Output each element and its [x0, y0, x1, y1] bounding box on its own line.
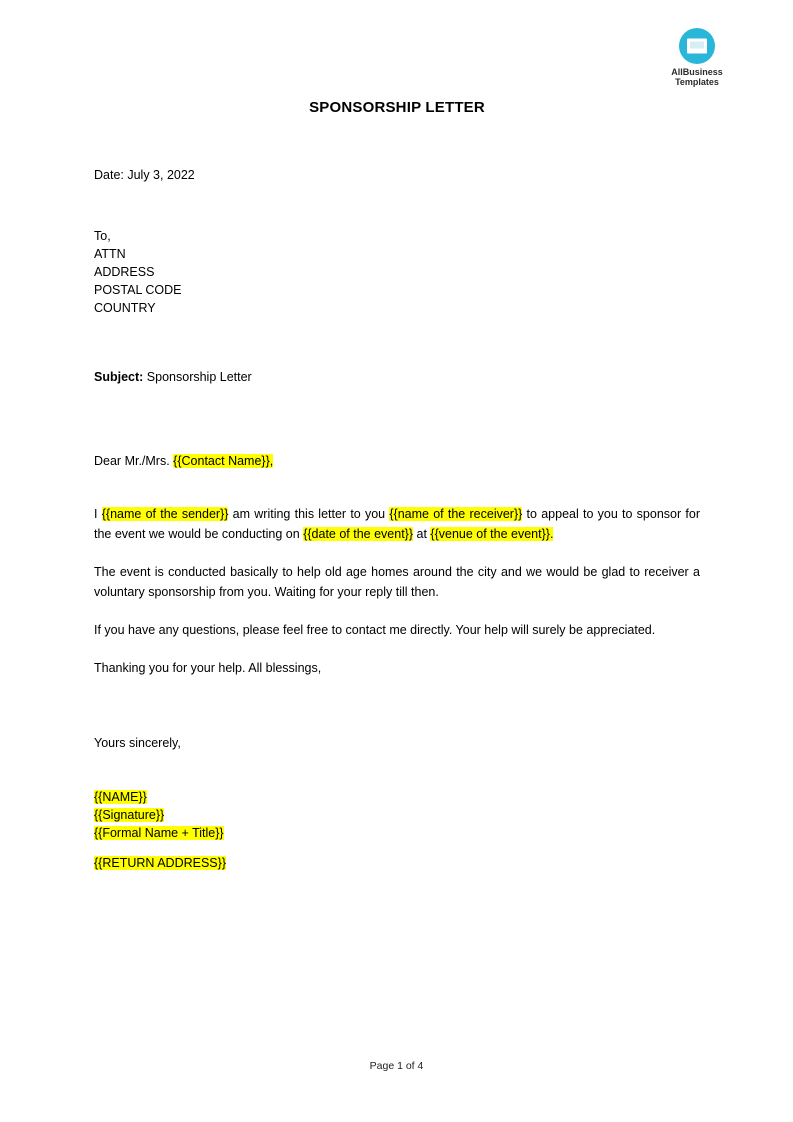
closing-line: Yours sincerely,	[94, 736, 181, 750]
signer-name-placeholder: {{NAME}}	[94, 790, 147, 804]
body-paragraph-1	[94, 504, 700, 544]
letter-body	[94, 0, 700, 872]
page-title: SPONSORSHIP LETTER	[309, 99, 485, 116]
logo-text-line1: AllBusiness	[671, 67, 723, 77]
logo-text-line2: Templates	[675, 77, 719, 87]
signature-spacer	[94, 842, 700, 854]
subject-label: Subject:	[94, 370, 144, 384]
event-date-placeholder: {{date of the event}}	[303, 527, 414, 541]
page-footer: Page 1 of 4	[369, 1060, 424, 1072]
subject-line	[94, 370, 700, 384]
formal-name-title-placeholder: {{Formal Name + Title}}	[94, 826, 224, 840]
p1-text-c: to appeal to you to sponsor for the event we would be conducting on	[94, 507, 700, 541]
recipient-address-block	[94, 227, 700, 317]
recipient-line-address: ADDRESS	[94, 265, 155, 279]
recipient-line-postal-code: POSTAL CODE	[94, 283, 182, 297]
signature-placeholder: {{Signature}}	[94, 808, 165, 822]
event-venue-placeholder: {{venue of the event}}.	[430, 527, 554, 541]
signature-block	[94, 788, 700, 872]
subject-value: Sponsorship Letter	[146, 370, 252, 384]
salutation-line	[94, 454, 700, 468]
date-line: Date: July 3, 2022	[94, 168, 195, 182]
contact-name-placeholder: {{Contact Name}},	[173, 454, 274, 468]
body-paragraph-3: If you have any questions, please feel free to contact me directly. Your help will surely be appreciated.	[94, 623, 656, 637]
body-paragraph-4: Thanking you for your help. All blessings,	[94, 661, 322, 675]
receiver-name-placeholder: {{name of the receiver}}	[389, 507, 523, 521]
sender-name-placeholder: {{name of the sender}}	[101, 507, 229, 521]
salutation-text: Dear Mr./Mrs.	[94, 454, 174, 468]
p1-text-a: I	[94, 507, 102, 521]
recipient-line-country: COUNTRY	[94, 301, 156, 315]
recipient-line-attn: ATTN	[94, 247, 126, 261]
body-paragraph-2: The event is conducted basically to help old age homes around the city and we would be glad to receiver a voluntary sponsorship from you. Waiting for your reply till then.	[94, 565, 700, 599]
return-address-placeholder: {{RETURN ADDRESS}}	[94, 856, 226, 870]
p1-text-d: at	[413, 527, 431, 541]
p1-text-b: am writing this letter to you	[228, 507, 390, 521]
recipient-line-to: To,	[94, 229, 111, 243]
